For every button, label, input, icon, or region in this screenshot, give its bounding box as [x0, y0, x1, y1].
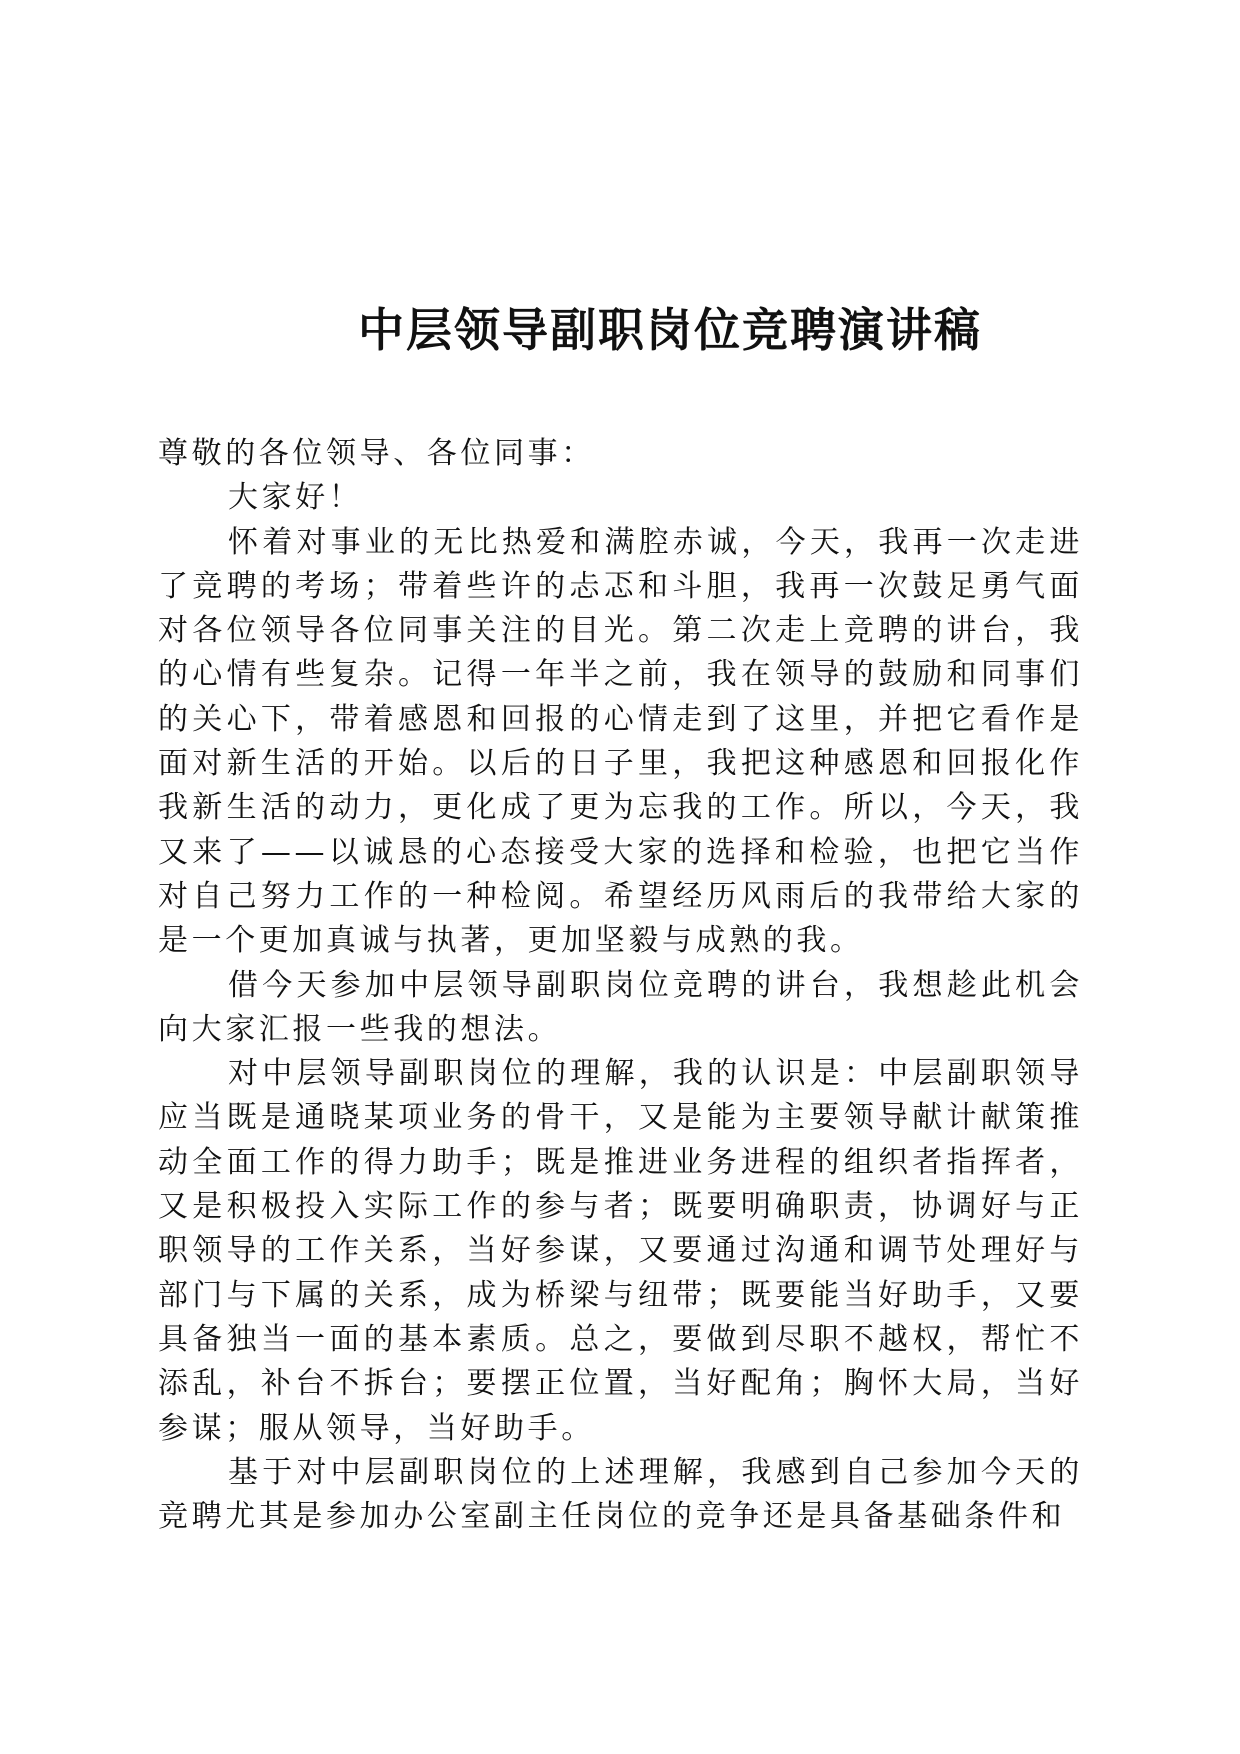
document-title: 中层领导副职岗位竞聘演讲稿 — [358, 303, 982, 357]
paragraph-understanding: 对中层领导副职岗位的理解，我的认识是：中层副职领导应当既是通晓某项业务的骨干，又是能为主要领导献计献策推动全面工作的得力助手；既是推进业务进程的组织者指挥者，又是积极投入实际工作的参与者；既要明确职责，协调好与正职领导的工作关系，当好参谋，又要通过沟通和调节处理好与部门与下属的关系，成为桥梁与纽带；既要能当好助手，又要具备独当一面的基本素质。总之，要做到尽职不越权，帮忙不添乱，补台不拆台；要摆正位置，当好配角；胸怀大局，当好参谋；服从领导，当好助手。 — [158, 1056, 1083, 1446]
document-body — [158, 432, 1083, 1539]
paragraph-qualifications: 基于对中层副职岗位的上述理解，我感到自己参加今天的竞聘尤其是参加办公室副主任岗位的竞争还是具备基础条件和 — [158, 1454, 1083, 1535]
paragraph-purpose: 借今天参加中层领导副职岗位竞聘的讲台，我想趁此机会向大家汇报一些我的想法。 — [158, 967, 1083, 1047]
paragraph-greeting: 大家好！ — [228, 480, 363, 516]
paragraph-opening: 怀着对事业的无比热爱和满腔赤诚，今天，我再一次走进了竞聘的考场；带着些许的忐忑和斗胆，我再一次鼓足勇气面对各位领导各位同事关注的目光。第二次走上竞聘的讲台，我的心情有些复杂。记得一年半之前，我在领导的鼓励和同事们的关心下，带着感恩和回报的心情走到了这里，并把它看作是面对新生活的开始。以后的日子里，我把这种感恩和回报化作我新生活的动力，更化成了更为忘我的工作。所以，今天，我又来了——以诚恳的心态接受大家的选择和检验，也把它当作对自己努力工作的一种检阅。希望经历风雨后的我带给大家的是一个更加真诚与执著，更加坚毅与成熟的我。 — [158, 524, 1083, 959]
salutation: 尊敬的各位领导、各位同事： — [158, 436, 595, 471]
